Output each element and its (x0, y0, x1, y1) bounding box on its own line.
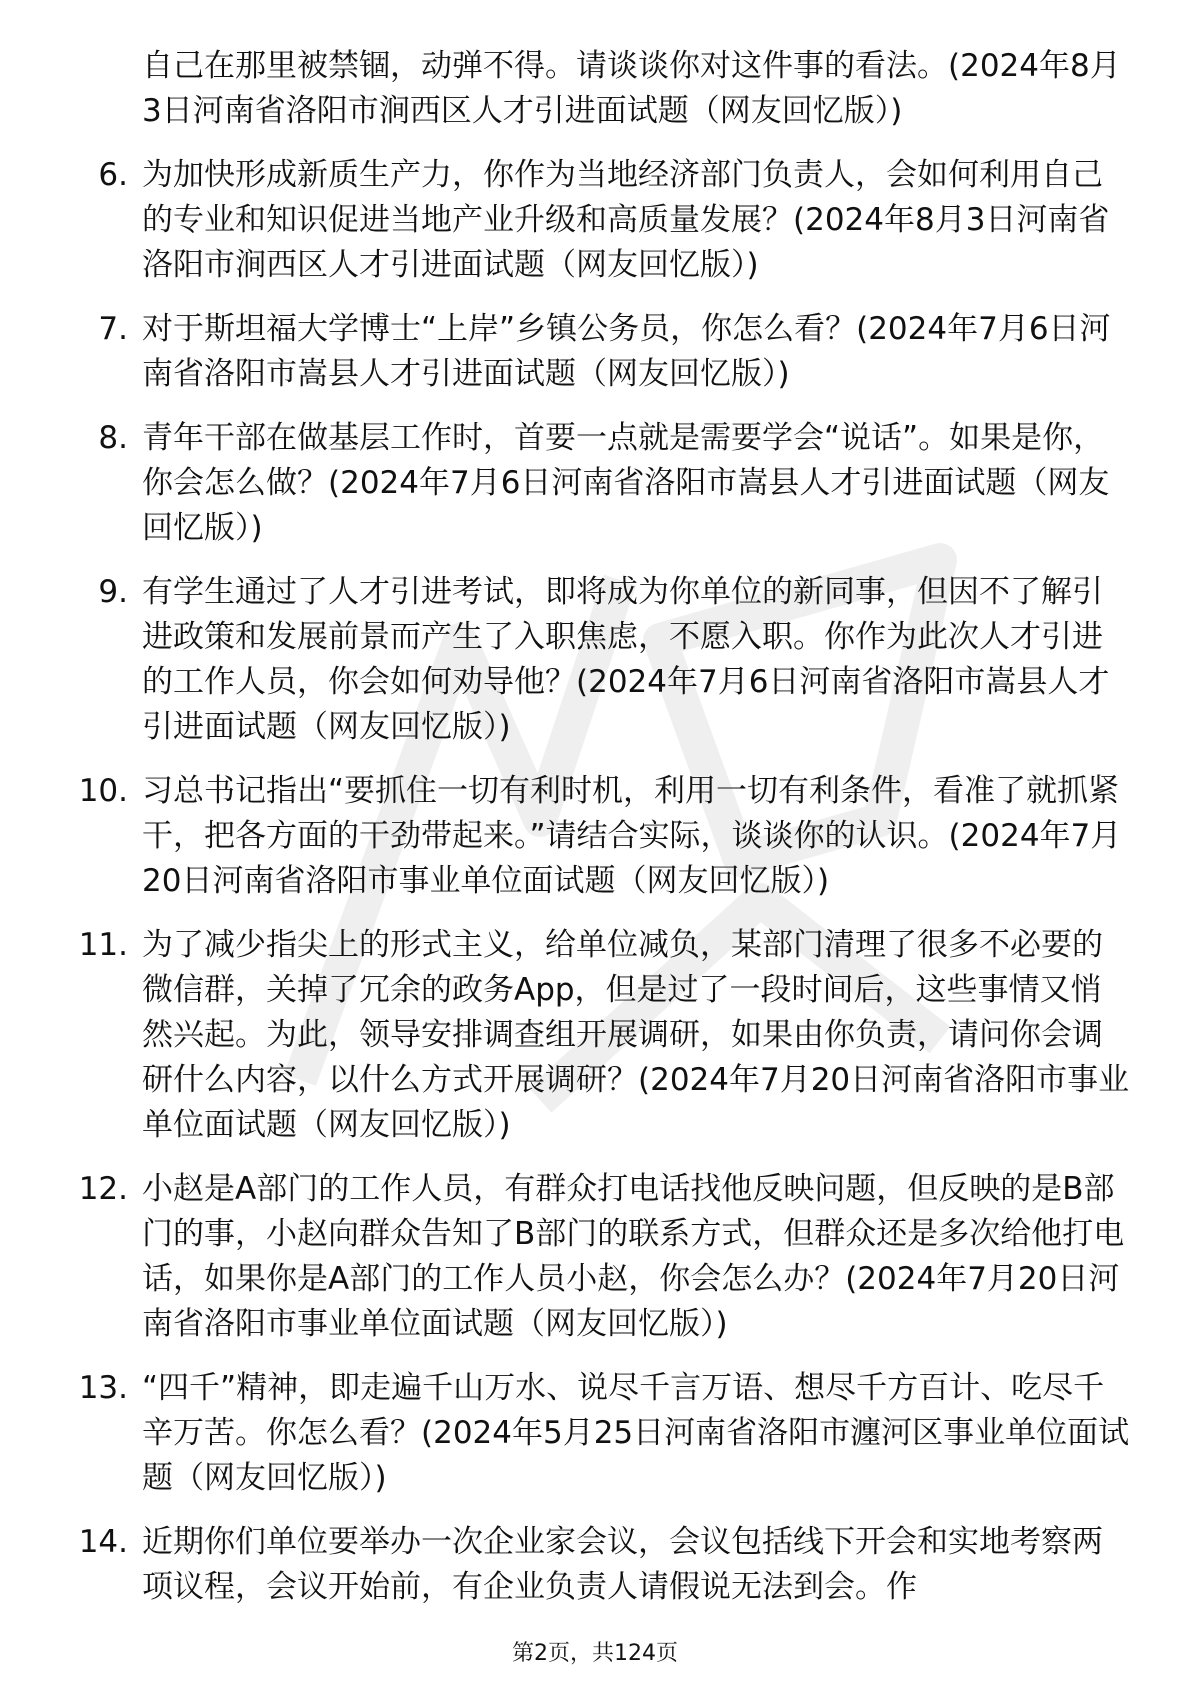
question-text: 有学生通过了人才引进考试，即将成为你单位的新同事，但因不了解引进政策和发展前景而产生了入职焦虑，不愿入职。你作为此次人才引进的工作人员，你会如何劝导他？(2024年7月6日河南省洛阳市嵩县人才引进面试题（网友回忆版）) (142, 574, 1110, 745)
list-item (60, 153, 1132, 288)
question-number: 14. (78, 1524, 128, 1560)
question-text: 为加快形成新质生产力，你作为当地经济部门负责人，会如何利用自己的专业和知识促进当地产业升级和高质量发展？(2024年8月3日河南省洛阳市涧西区人才引进面试题（网友回忆版）) (142, 157, 1110, 283)
question-text: 为了减少指尖上的形式主义，给单位减负，某部门清理了很多不必要的微信群，关掉了冗余的政务App，但是过了一段时间后，这些事情又悄然兴起。为此，领导安排调查组开展调研，如果由你负责，请问你会调研什么内容，以什么方式开展调研？(2024年7月20日河南省洛阳市事业单位面试题（网友回忆版）) (142, 927, 1130, 1143)
question-list (60, 44, 1132, 1629)
question-number: 10. (78, 773, 128, 809)
question-number: 11. (78, 927, 128, 963)
question-text: 青年干部在做基层工作时，首要一点就是需要学会“说话”。如果是你，你会怎么做？(2024年7月6日河南省洛阳市嵩县人才引进面试题（网友回忆版）) (142, 420, 1110, 546)
list-item (60, 44, 1132, 134)
list-item (60, 1520, 1132, 1610)
list-item (60, 1366, 1132, 1501)
question-number: 8. (98, 420, 128, 456)
question-number: 12. (78, 1171, 128, 1207)
question-text: 小赵是A部门的工作人员，有群众打电话找他反映问题，但反映的是B部门的事，小赵向群众告知了B部门的联系方式，但群众还是多次给他打电话，如果你是A部门的工作人员小赵，你会怎么办？(2024年7月20日河南省洛阳市事业单位面试题（网友回忆版）) (142, 1171, 1125, 1342)
question-text: 习总书记指出“要抓住一切有利时机，利用一切有利条件，看准了就抓紧干，把各方面的干劲带起来。”请结合实际，谈谈你的认识。(2024年7月20日河南省洛阳市事业单位面试题（网友回忆版）) (142, 773, 1122, 899)
page-footer: 第2页，共124页 (512, 1641, 678, 1666)
list-item (60, 307, 1132, 397)
list-item (60, 923, 1132, 1148)
question-number: 9. (98, 574, 128, 610)
question-number: 7. (98, 311, 128, 347)
list-item (60, 416, 1132, 551)
question-text: 对于斯坦福大学博士“上岸”乡镇公务员，你怎么看？(2024年7月6日河南省洛阳市嵩县人才引进面试题（网友回忆版）) (142, 311, 1111, 392)
list-item (60, 769, 1132, 904)
question-number: 6. (98, 157, 128, 193)
question-text: 自己在那里被禁锢，动弹不得。请谈谈你对这件事的看法。(2024年8月3日河南省洛阳市涧西区人才引进面试题（网友回忆版）) (142, 48, 1121, 129)
question-number: 13. (78, 1370, 128, 1406)
question-text: “四千”精神，即走遍千山万水、说尽千言万语、想尽千方百计、吃尽千辛万苦。你怎么看？(2024年5月25日河南省洛阳市瀍河区事业单位面试题（网友回忆版）) (142, 1370, 1130, 1496)
list-item (60, 1167, 1132, 1347)
list-item (60, 570, 1132, 750)
question-text: 近期你们单位要举办一次企业家会议，会议包括线下开会和实地考察两项议程，会议开始前，有企业负责人请假说无法到会。作 (142, 1524, 1103, 1605)
